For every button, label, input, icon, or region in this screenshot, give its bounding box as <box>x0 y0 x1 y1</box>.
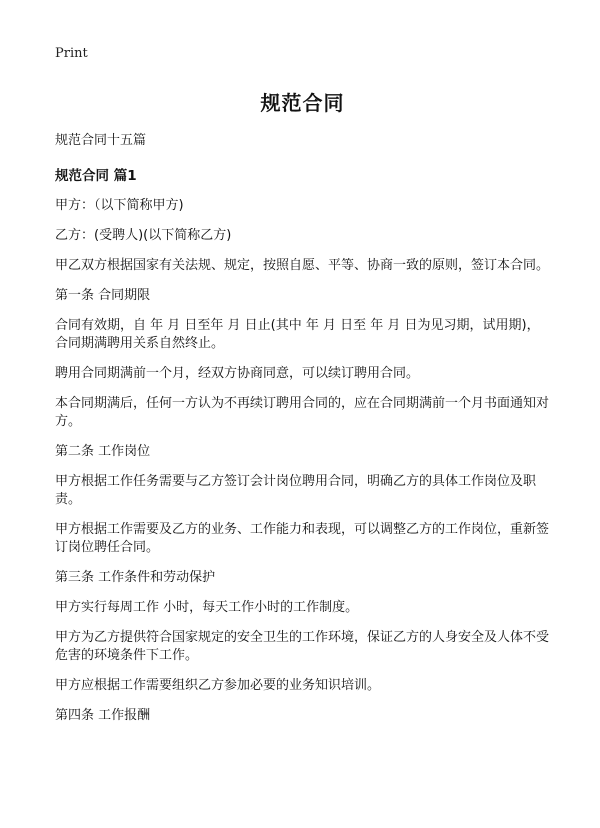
print-label[interactable]: Print <box>55 46 88 61</box>
article-3-paragraph-2: 甲方为乙方提供符合国家规定的安全卫生的工作环境，保证乙方的人身安全及人体不受危害的环境条件下工作。 <box>55 630 550 663</box>
article-1-paragraph-3: 本合同期满后，任何一方认为不再续订聘用合同的，应在合同期满前一个月书面通知对方。 <box>55 396 550 429</box>
party-a-line: 甲方：（以下简称甲方) <box>55 198 184 213</box>
article-4-heading: 第四条 工作报酬 <box>55 708 151 723</box>
preamble-paragraph: 甲乙双方根据国家有关法规、规定，按照自愿、平等、协商一致的原则，签订本合同。 <box>55 258 550 273</box>
article-1-paragraph-1: 合同有效期，自 年 月 日至年 月 日止(其中 年 月 日至 年 月 日为见习期，试用期)，合同期满聘用关系自然终止。 <box>55 318 540 351</box>
article-1-heading: 第一条 合同期限 <box>55 288 151 303</box>
document-subtitle: 规范合同十五篇 <box>55 133 147 148</box>
article-3-paragraph-1: 甲方实行每周工作 小时，每天工作小时的工作制度。 <box>55 600 359 615</box>
article-3-heading: 第三条 工作条件和劳动保护 <box>55 570 216 585</box>
document-title: 规范合同 <box>260 91 345 115</box>
article-3-paragraph-3: 甲方应根据工作需要组织乙方参加必要的业务知识培训。 <box>55 678 381 693</box>
article-2-heading: 第二条 工作岗位 <box>55 444 151 459</box>
article-2-paragraph-1: 甲方根据工作任务需要与乙方签订会计岗位聘用合同，明确乙方的具体工作岗位及职责。 <box>55 474 537 507</box>
article-1-paragraph-2: 聘用合同期满前一个月，经双方协商同意，可以续订聘用合同。 <box>55 366 420 381</box>
party-b-line: 乙方：(受聘人)(以下简称乙方) <box>55 228 232 243</box>
section-heading: 规范合同 篇1 <box>55 168 137 184</box>
article-2-paragraph-2: 甲方根据工作需要及乙方的业务、工作能力和表现，可以调整乙方的工作岗位，重新签订岗位聘任合同。 <box>55 522 550 555</box>
